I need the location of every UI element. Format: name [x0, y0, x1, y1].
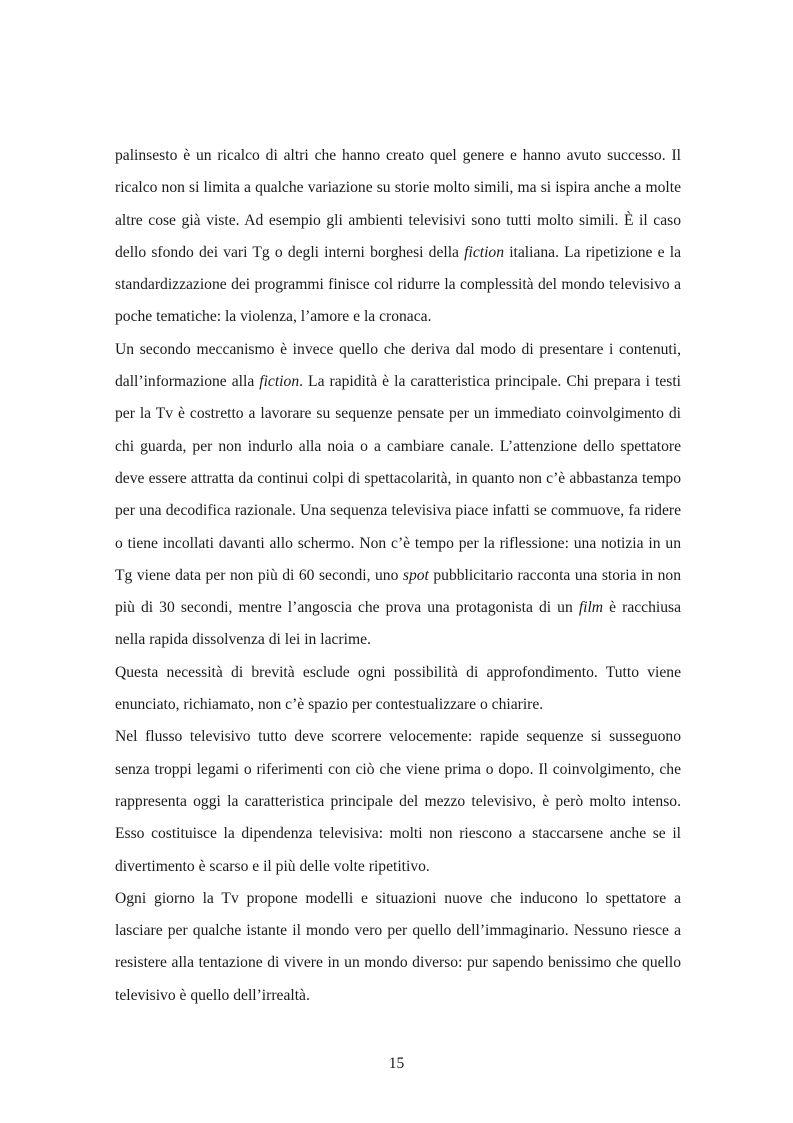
text-run: . La rapidità è la caratteristica principale. Chi prepara i testi per la Tv è costretto a lavorare su sequenze pensate per un immediato coinvolgimento di chi guarda, per non indurlo alla noia o a cambiare canale. L’attenzione dello spettatore deve essere attratta da continui colpi di spettacolarità, in quanto non c’è abbastanza tempo per una decodifica razionale. Una sequenza televisiva piace infatti se commuove, fa ridere o tiene incollati davanti allo schermo. Non c’è tempo per la riflessione: una notizia in un Tg viene data per non più di 60 secondi, uno — [115, 373, 681, 584]
page-number: 15 — [388, 1055, 405, 1072]
italic-term: fiction — [464, 243, 505, 261]
text-run: pubblicitario racconta una storia in non più di 30 secondi, mentre l’angoscia che prova una protagonista di un — [115, 566, 681, 617]
text-run: italiana. La ripetizione e la standardizzazione dei programmi finisce col ridurre la complessità del mondo televisivo a poche tematiche: la violenza, l’amore e la cronaca. — [115, 243, 681, 326]
text-run: è racchiusa nella rapida dissolvenza di lei in lacrime. — [115, 599, 682, 649]
paragraph-4 — [115, 721, 681, 882]
text-run: Nel flusso televisivo tutto deve scorrere velocemente: rapide sequenze si susseguono senza troppi legami o riferimenti con ciò che viene prima o dopo. Il coinvolgimento, che rappresenta oggi la caratteristica principale del mezzo televisivo, è però molto intenso. Esso costituisce la dipendenza televisiva: molti non riescono a staccarsene anche se il divertimento è scarso e il più delle volte ripetitivo. — [115, 728, 681, 875]
paragraph-1 — [115, 140, 681, 334]
text-run: Un secondo meccanismo è invece quello che deriva dal modo di presentare i contenuti, dall’informazione alla — [115, 340, 681, 391]
italic-term: spot — [402, 566, 429, 584]
paragraph-3 — [115, 657, 681, 722]
text-run: Ogni giorno la Tv propone modelli e situazioni nuove che inducono lo spettatore a lasciare per qualche istante il mondo vero per quello dell’immaginario. Nessuno riesce a resistere alla tentazione di vivere in un mondo diverso: pur sapendo benissimo che quello televisivo è quello dell’irrealtà. — [115, 889, 681, 1004]
text-run: Questa necessità di brevità esclude ogni possibilità di approfondimento. Tutto viene enunciato, richiamato, non c’è spazio per contestualizzare o chiarire. — [115, 663, 681, 714]
body-text — [115, 140, 681, 1012]
italic-term: film — [578, 599, 604, 617]
paragraph-5 — [115, 883, 681, 1012]
italic-term: fiction — [259, 373, 300, 391]
text-run: palinsesto è un ricalco di altri che hanno creato quel genere e hanno avuto successo. Il ricalco non si limita a qualche variazione su storie molto simili, ma si ispira anche a molte altre cose già viste. Ad esempio gli ambienti televisivi sono tutti molto simili. È il caso dello sfondo dei vari Tg o degli interni borghesi della — [115, 147, 681, 261]
paragraph-2 — [115, 334, 681, 657]
